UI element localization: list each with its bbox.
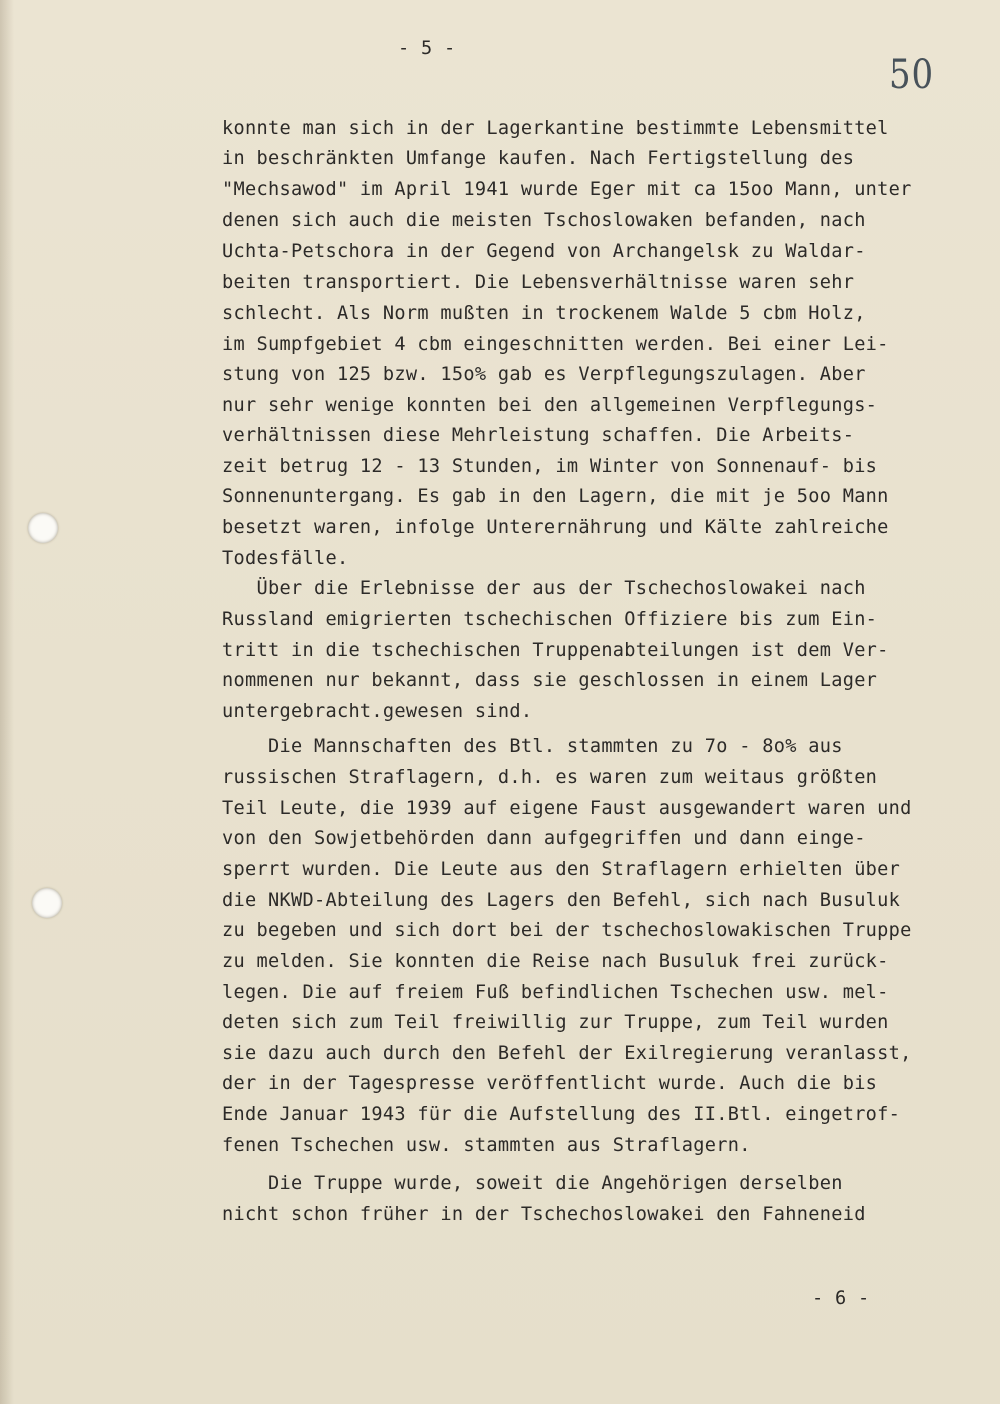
text-line: zu begeben und sich dort bei der tschechoslowakischen Truppe — [222, 920, 912, 941]
page-number-header: - 5 - — [398, 38, 456, 59]
text-line: deten sich zum Teil freiwillig zur Truppe, zum Teil wurden — [222, 1012, 889, 1033]
text-line: tritt in die tschechischen Truppenabteilungen ist dem Ver- — [222, 640, 889, 661]
text-line: beiten transportiert. Die Lebensverhältnisse waren sehr — [222, 272, 855, 293]
text-line: nur sehr wenige konnten bei den allgemeinen Verpflegungs- — [222, 395, 878, 416]
text-line: zu melden. Sie konnten die Reise nach Busuluk frei zurück- — [222, 951, 889, 972]
text-line: Die Mannschaften des Btl. stammten zu 7o - 8o% aus — [222, 736, 843, 757]
text-line: sperrt wurden. Die Leute aus den Straflagern erhielten über — [222, 859, 901, 880]
text-line: schlecht. Als Norm mußten in trockenem Walde 5 cbm Holz, — [222, 303, 866, 324]
text-line: sie dazu auch durch den Befehl der Exilregierung veranlasst, — [222, 1043, 912, 1064]
text-line: untergebracht.gewesen sind. — [222, 701, 533, 722]
punch-hole-bottom — [32, 888, 62, 918]
text-line: stung von 125 bzw. 15o% gab es Verpflegungszulagen. Aber — [222, 364, 866, 385]
text-line: Über die Erlebnisse der aus der Tschechoslowakei nach — [222, 578, 866, 599]
text-line: der in der Tagespresse veröffentlicht wurde. Auch die bis — [222, 1073, 878, 1094]
text-line: Ende Januar 1943 für die Aufstellung des II.Btl. eingetrof- — [222, 1104, 901, 1125]
text-line: in beschränkten Umfange kaufen. Nach Fertigstellung des — [222, 148, 855, 169]
text-line: russischen Straflagern, d.h. es waren zum weitaus größten — [222, 767, 878, 788]
text-line: Todesfälle. — [222, 548, 349, 569]
text-line: konnte man sich in der Lagerkantine bestimmte Lebensmittel — [222, 118, 889, 139]
text-line: denen sich auch die meisten Tschoslowaken befanden, nach — [222, 210, 866, 231]
text-line: "Mechsawod" im April 1941 wurde Eger mit ca 15oo Mann, unter — [222, 179, 912, 200]
punch-hole-top — [28, 513, 58, 543]
text-line: legen. Die auf freiem Fuß befindlichen Tschechen usw. mel- — [222, 982, 889, 1003]
text-line: die NKWD-Abteilung des Lagers den Befehl, sich nach Busuluk — [222, 890, 901, 911]
text-line: besetzt waren, infolge Unterernährung und Kälte zahlreiche — [222, 517, 889, 538]
text-line: Teil Leute, die 1939 auf eigene Faust ausgewandert waren und — [222, 798, 912, 819]
next-page-indicator: - 6 - — [812, 1288, 870, 1309]
text-line: verhältnissen diese Mehrleistung schaffen. Die Arbeits- — [222, 425, 855, 446]
text-line: fenen Tschechen usw. stammten aus Straflagern. — [222, 1135, 751, 1156]
text-line: nommenen nur bekannt, dass sie geschlossen in einem Lager — [222, 670, 878, 691]
text-line: Uchta-Petschora in der Gegend von Archangelsk zu Waldar- — [222, 241, 866, 262]
text-line: im Sumpfgebiet 4 cbm eingeschnitten werden. Bei einer Lei- — [222, 334, 889, 355]
text-line: Die Truppe wurde, soweit die Angehörigen derselben — [222, 1173, 843, 1194]
text-line: nicht schon früher in der Tschechoslowakei den Fahneneid — [222, 1204, 866, 1225]
text-line: von den Sowjetbehörden dann aufgegriffen und dann einge- — [222, 828, 866, 849]
text-line: zeit betrug 12 - 13 Stunden, im Winter von Sonnenauf- bis — [222, 456, 878, 477]
text-line: Sonnenuntergang. Es gab in den Lagern, die mit je 5oo Mann — [222, 486, 889, 507]
folio-number: 50 — [889, 52, 934, 98]
text-line: Russland emigrierten tschechischen Offiziere bis zum Ein- — [222, 609, 878, 630]
page-edge-shadow — [0, 0, 14, 1404]
